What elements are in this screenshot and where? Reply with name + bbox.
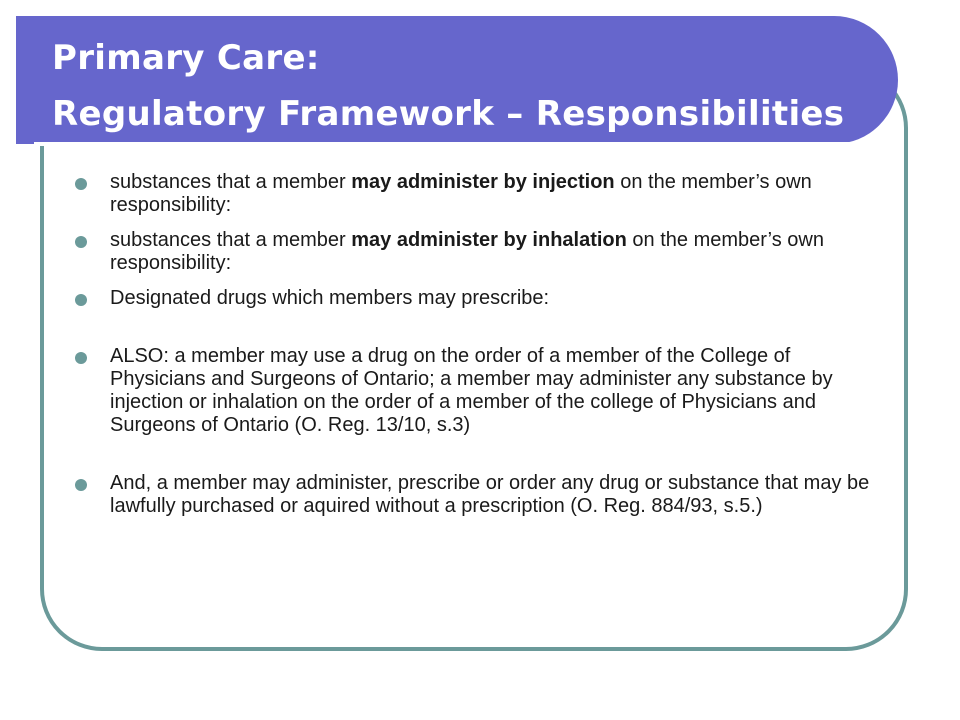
bullet-dot-icon	[75, 236, 87, 248]
slide-title-line-2: Regulatory Framework – Responsibilities	[52, 94, 845, 134]
bullet-text-pre: substances that a member	[110, 171, 352, 193]
bullet-item	[74, 472, 874, 518]
title-underline	[34, 142, 860, 146]
bullet-list	[74, 171, 874, 518]
bullet-item	[74, 171, 874, 217]
bullet-dot-icon	[75, 479, 87, 491]
bullet-text-pre: ALSO: a member may use a drug on the order of a member of the College of Physicians and Surgeons of Ontario; a member may administer any substance by injection or inhalation on the order of a member of the college of Physicians and Surgeons of Ontario (O. Reg. 13/10, s.3)	[110, 345, 833, 436]
bullet-text-pre: Designated drugs which members may prescribe:	[110, 287, 550, 309]
bullet-text-post: on the member’s own responsibility:	[110, 229, 824, 274]
slide-title-line-1: Primary Care:	[52, 38, 320, 78]
bullet-dot-icon	[75, 294, 87, 306]
bullet-text-pre: And, a member may administer, prescribe or order any drug or substance that may be lawfully purchased or aquired without a prescription (O. Reg. 884/93, s.5.)	[110, 472, 870, 517]
bullet-text-pre: substances that a member	[110, 229, 352, 251]
bullet-item	[74, 229, 874, 275]
bullet-text-post: on the member’s own responsibility:	[110, 171, 812, 216]
bullet-text	[110, 171, 812, 216]
bullet-text-bold: may administer by injection	[351, 171, 615, 193]
bullet-dot-icon	[75, 178, 87, 190]
title-bar	[16, 16, 898, 144]
bullet-text	[110, 229, 824, 274]
bullet-item	[74, 287, 874, 310]
bullet-text	[110, 345, 833, 436]
bullet-item	[74, 345, 874, 437]
bullet-text	[110, 472, 869, 517]
bullet-dot-icon	[75, 352, 87, 364]
bullet-text	[110, 287, 549, 309]
bullet-text-bold: may administer by inhalation	[351, 229, 627, 251]
